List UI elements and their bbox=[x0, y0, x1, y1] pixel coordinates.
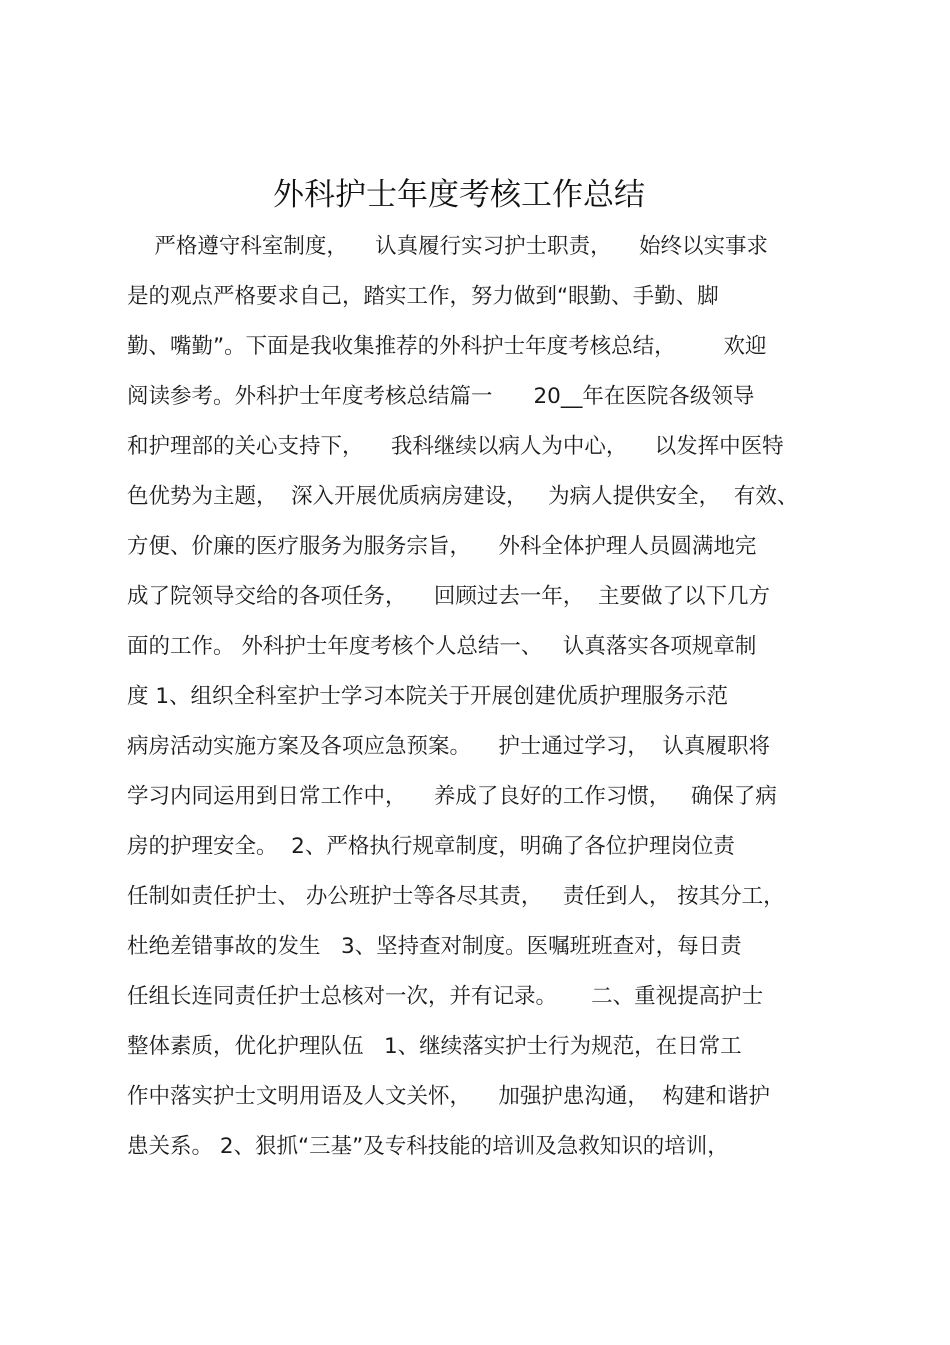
text-line: 房的护理安全。 2、严格执行规章制度，明确了各位护理岗位责 bbox=[127, 834, 735, 859]
text-line: 作中落实护士文明用语及人文关怀， 加强护患沟通， 构建和谐护 bbox=[127, 1084, 771, 1109]
text-line: 任组长连同责任护士总核对一次，并有记录。 二、重视提高护士 bbox=[127, 984, 764, 1009]
text-line: 病房活动实施方案及各项应急预案。 护士通过学习， 认真履职将 bbox=[127, 734, 771, 759]
text-line: 任制如责任护士、 办公班护士等各尽其责， 责任到人， 按其分工， bbox=[127, 884, 785, 909]
text-line: 杜绝差错事故的发生 3、坚持查对制度。医嘱班班查对，每日责 bbox=[127, 934, 742, 959]
text-line: 整体素质，优化护理队伍 1、继续落实护士行为规范，在日常工 bbox=[127, 1034, 742, 1059]
text-line: 面的工作。 外科护士年度考核个人总结一、 认真落实各项规章制 bbox=[127, 634, 757, 659]
text-line: 学习内同运用到日常工作中， 养成了良好的工作习惯， 确保了病 bbox=[127, 784, 777, 809]
text-line: 色优势为主题， 深入开展优质病房建设， 为病人提供安全， 有效、 bbox=[127, 484, 799, 509]
document-title: 外科护士年度考核工作总结 bbox=[273, 177, 645, 213]
text-line: 成了院领导交给的各项任务， 回顾过去一年， 主要做了以下几方 bbox=[127, 584, 771, 609]
text-line: 方便、价廉的医疗服务为服务宗旨， 外科全体护理人员圆满地完 bbox=[127, 534, 757, 559]
text-line: 度 1、组织全科室护士学习本院关于开展创建优质护理服务示范 bbox=[127, 684, 729, 709]
text-line: 勤、嘴勤”。下面是我收集推荐的外科护士年度考核总结， 欢迎 bbox=[127, 334, 767, 359]
text-line: 和护理部的关心支持下， 我科继续以病人为中心， 以发挥中医特 bbox=[127, 434, 784, 459]
text-line: 严格遵守科室制度， 认真履行实习护士职责， 始终以实事求 bbox=[127, 234, 769, 259]
text-line: 患关系。 2、狠抓“三基”及专科技能的培训及急救知识的培训， bbox=[127, 1134, 729, 1159]
text-line: 阅读参考。外科护士年度考核总结篇一 20__年在医院各级领导 bbox=[127, 384, 755, 409]
text-line: 是的观点严格要求自己，踏实工作，努力做到“眼勤、手勤、脚 bbox=[127, 284, 719, 309]
document-body bbox=[127, 222, 847, 1172]
